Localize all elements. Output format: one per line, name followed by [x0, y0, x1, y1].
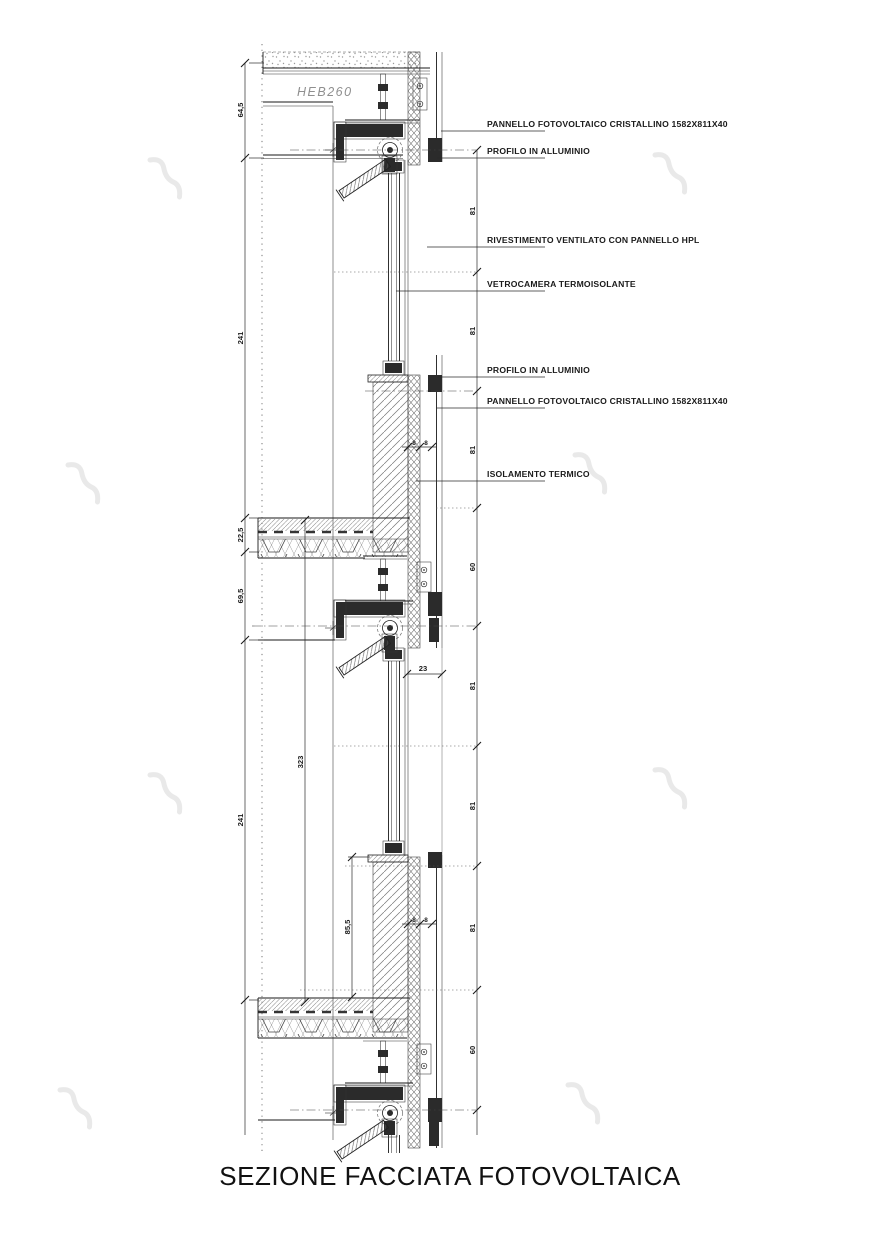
dim-ins-l2: 8: [424, 917, 428, 924]
dim-right-6: 81: [468, 801, 477, 811]
left-dimension-chain: [236, 59, 264, 1135]
label-isolamento: ISOLAMENTO TERMICO: [487, 469, 590, 479]
pv-panel-skin: [428, 52, 442, 1148]
dim-spandrel-height: 85,5: [343, 919, 352, 935]
spandrel-walls: [368, 375, 408, 1032]
dim-inner-height: 323: [296, 755, 305, 769]
dim-right-4: 60: [468, 562, 477, 572]
thermal-insulation-layer: [408, 52, 420, 1148]
cavity-dimension: [403, 664, 446, 678]
transom-top: [325, 122, 405, 201]
upper-window: [383, 160, 408, 376]
ceiling-slab-and-beam: [263, 52, 430, 159]
label-profilo-top: PROFILO IN ALLUMINIO: [487, 146, 590, 156]
dim-right-3: 81: [468, 445, 477, 455]
dim-left-1: 64,5: [236, 102, 245, 118]
dim-right-5: 81: [468, 681, 477, 691]
dim-right-7: 81: [468, 923, 477, 933]
dim-left-3: 22,5: [236, 527, 245, 543]
beam-label: HEB260: [297, 85, 353, 99]
transom-bottom: [258, 1085, 405, 1162]
dim-right-2: 81: [468, 326, 477, 336]
label-pannello-mid: PANNELLO FOTOVOLTAICO CRISTALLINO 1582X811X40: [487, 396, 728, 406]
label-pannello-top: PANNELLO FOTOVOLTAICO CRISTALLINO 1582X811X40: [487, 119, 728, 129]
label-rivestimento: RIVESTIMENTO VENTILATO CON PANNELLO HPL: [487, 235, 700, 245]
dim-ins-u1: 8: [412, 440, 416, 447]
dim-ins-l1: 8: [412, 917, 416, 924]
drawing-title: SEZIONE FACCIATA FOTOVOLTAICA: [219, 1161, 681, 1191]
dim-left-5: 241: [236, 813, 245, 827]
dim-right-1: 81: [468, 206, 477, 216]
label-profilo-mid: PROFILO IN ALLUMINIO: [487, 365, 590, 375]
dim-left-2: 241: [236, 331, 245, 345]
dim-left-4: 69,5: [236, 588, 245, 604]
dim-cavity: 23: [418, 664, 428, 673]
axis-lines: [262, 44, 333, 1152]
dim-ins-u2: 8: [424, 440, 428, 447]
dim-right-8: 60: [468, 1045, 477, 1055]
transom-middle: [258, 600, 405, 678]
right-dimension-chain: [252, 146, 481, 1135]
label-vetrocamera: VETROCAMERA TERMOISOLANTE: [487, 279, 636, 289]
annotations: [396, 119, 728, 481]
